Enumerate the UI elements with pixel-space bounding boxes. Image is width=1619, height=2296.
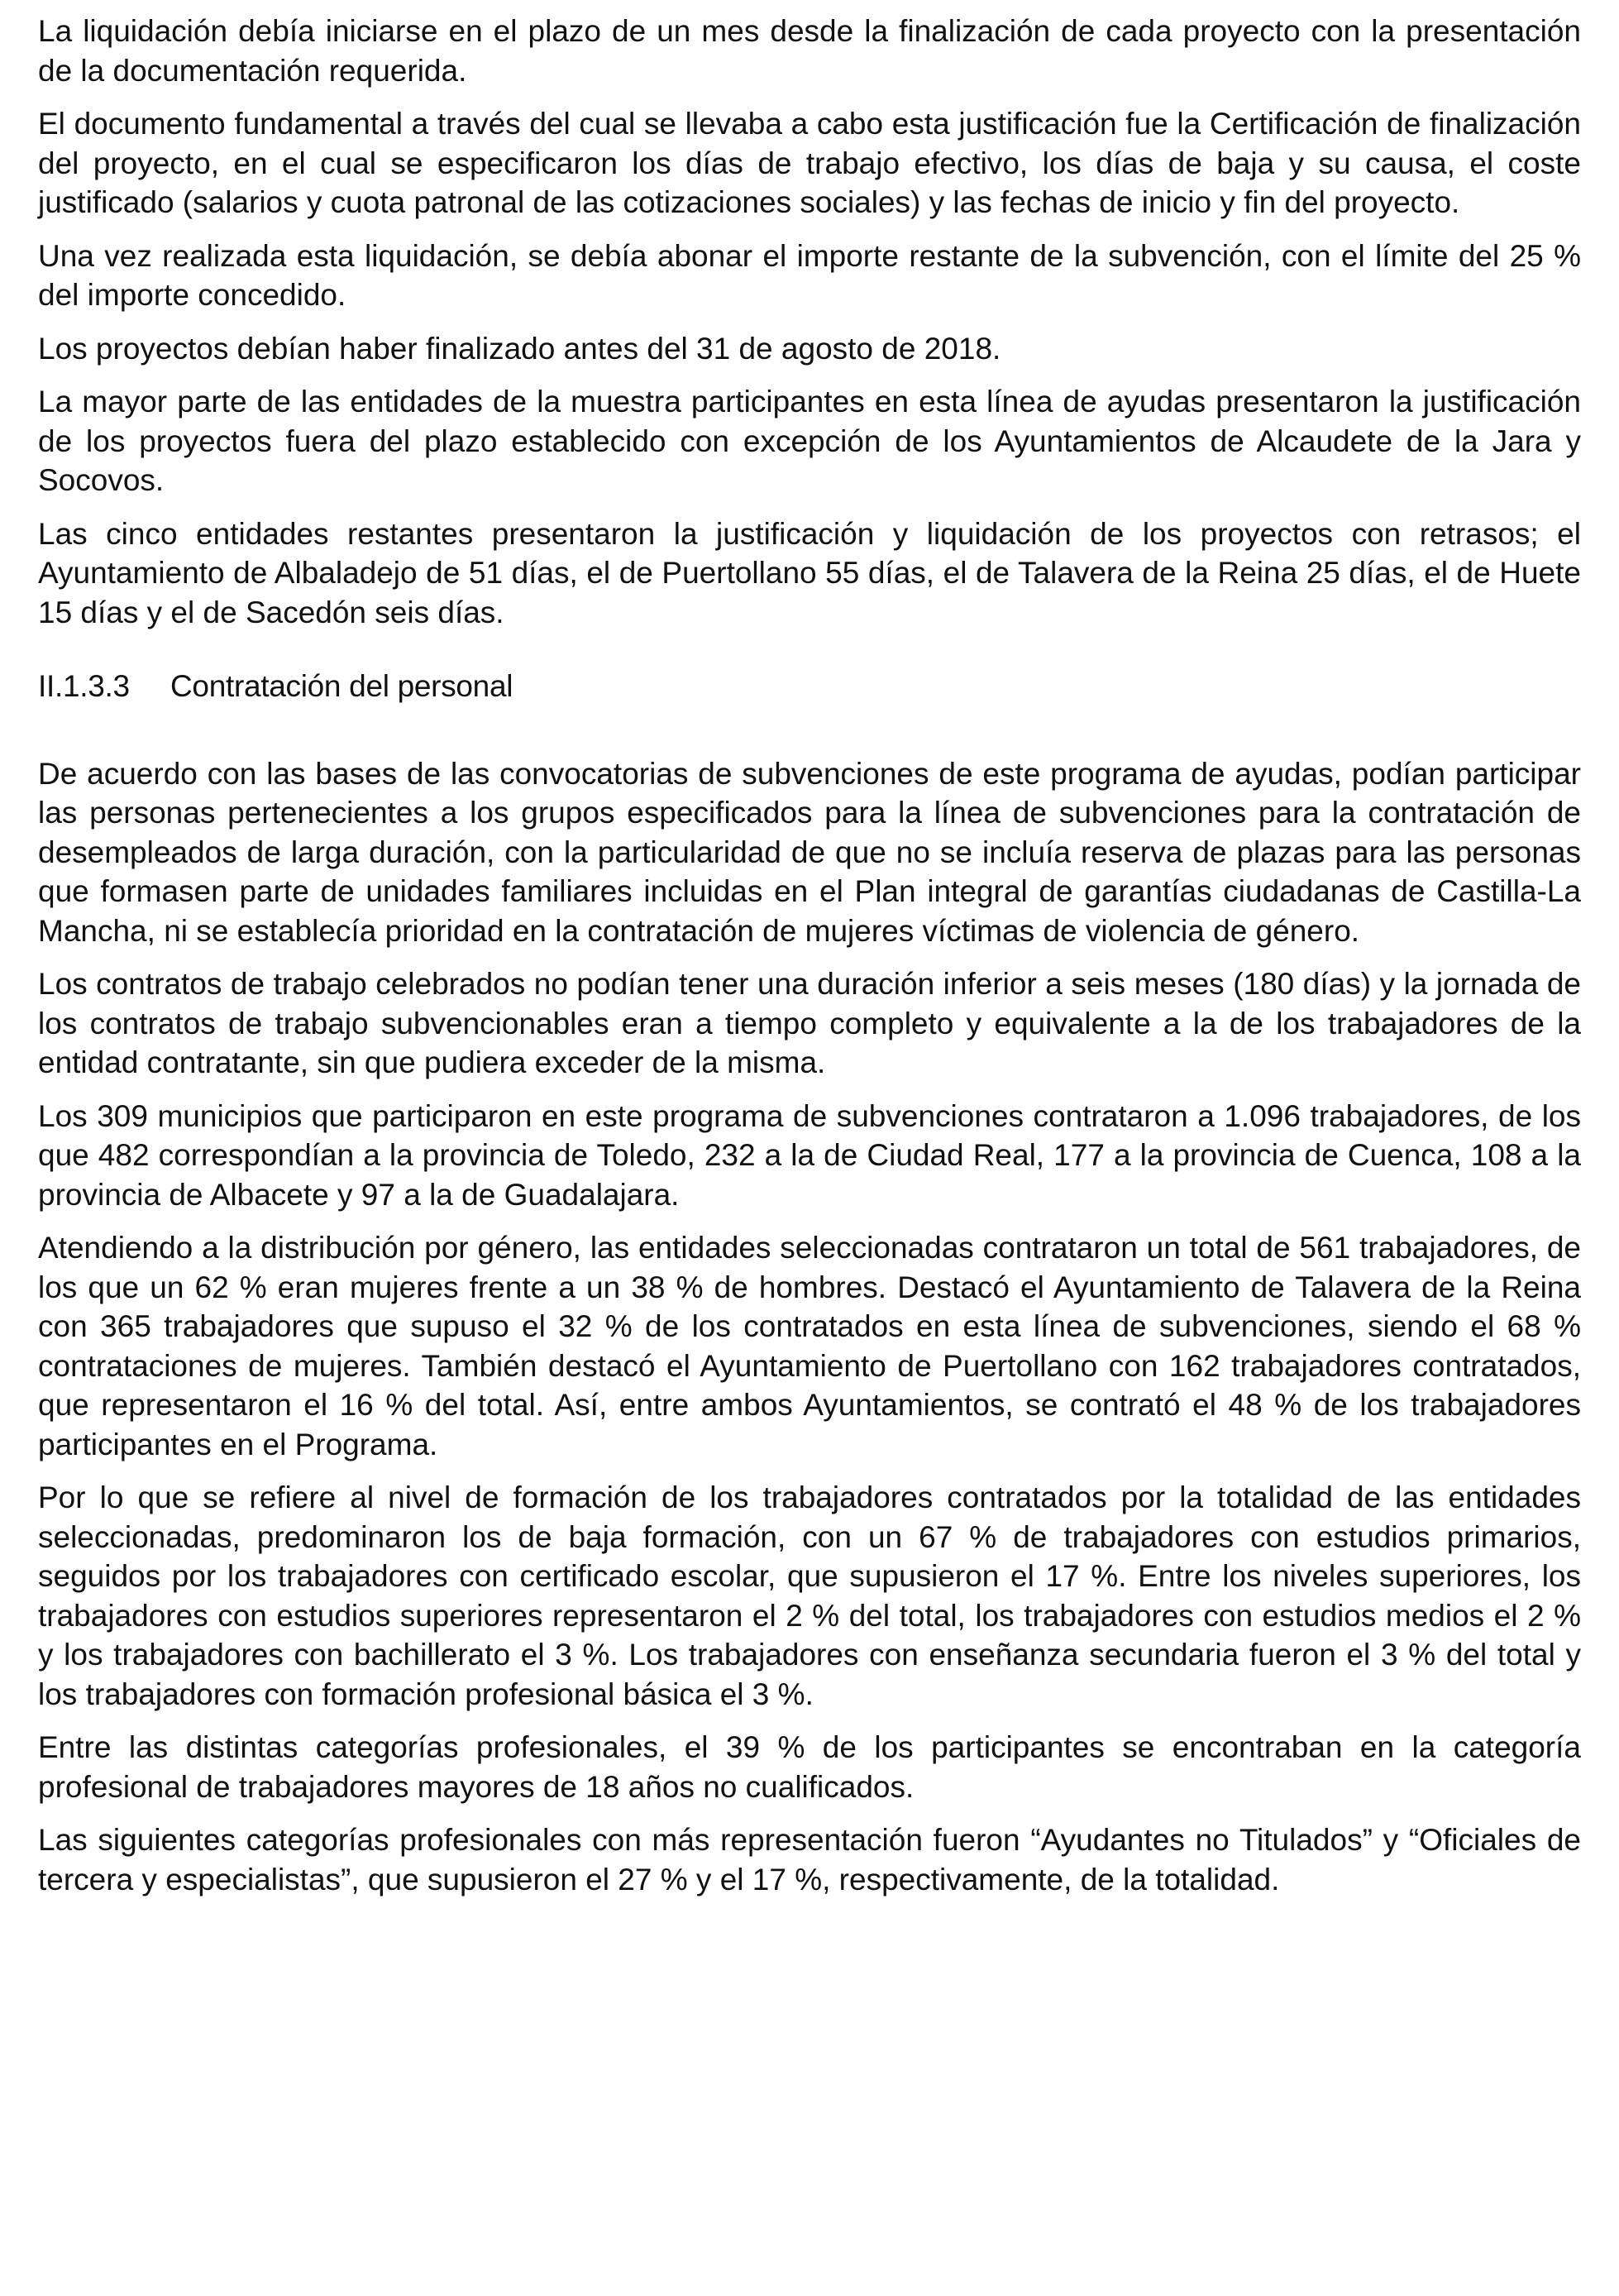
paragraph-distribucion-genero: Atendiendo a la distribución por género, las entidades seleccionadas contrataron un total de 561 trabajadores, de los que un 62 % eran mujeres frente a un 38 % de hombres. Destacó el Ayuntamiento de Talavera de la Reina con 365 trabajadores que supuso el 32 % de los contratados en esta línea de subvenciones, siendo el 68 % contrataciones de mujeres. También destacó el Ayuntamiento de Puertollano con 162 trabajadores contratados, que representaron el 16 % del total. Así, entre ambos Ayuntamientos, se contrató el 48 % de los trabajadores participantes en el Programa. bbox=[38, 1231, 1581, 1461]
section-title: Contratación del personal bbox=[170, 669, 513, 703]
paragraph-certificacion-finalizacion: El documento fundamental a través del cual se llevaba a cabo esta justificación fue la Certificación de finalización del proyecto, en el cual se especificaron los días de trabajo efectivo, los días de baja y su causa, el coste justificado (salarios y cuota patronal de las cotizaciones sociales) y las fechas de inicio y fin del proyecto. bbox=[38, 107, 1581, 219]
paragraph-liquidacion-plazo: La liquidación debía iniciarse en el plazo de un mes desde la finalización de cada proyecto con la presentación de la documentación requerida. bbox=[38, 14, 1581, 88]
paragraph-nivel-formacion: Por lo que se refiere al nivel de formación de los trabajadores contratados por la totalidad de las entidades seleccionadas, predominaron los de baja formación, con un 67 % de trabajadores con estudios primarios, seguidos por los trabajadores con certificado escolar, que supusieron el 17 %. Entre los niveles superiores, los trabajadores con estudios superiores representaron el 2 % del total, los trabajadores con estudios medios el 2 % y los trabajadores con bachillerato el 3 %. Los trabajadores con enseñanza secundaria fueron el 3 % del total y los trabajadores con formación profesional básica el 3 %. bbox=[38, 1480, 1581, 1711]
paragraph-justificacion-fuera-plazo: La mayor parte de las entidades de la muestra participantes en esta línea de ayudas presentaron la justificación de los proyectos fuera del plazo establecido con excepción de los Ayuntamientos de Alcaudete de la Jara y Socovos. bbox=[38, 385, 1581, 497]
paragraph-categorias-profesionales: Entre las distintas categorías profesionales, el 39 % de los participantes se encontraban en la categoría profesional de trabajadores mayores de 18 años no cualificados. bbox=[38, 1730, 1581, 1804]
paragraph-entidades-retrasos: Las cinco entidades restantes presentaron la justificación y liquidación de los proyectos con retrasos; el Ayuntamiento de Albaladejo de 51 días, el de Puertollano 55 días, el de Talavera de la Reina 25 días, el de Huete 15 días y el de Sacedón seis días. bbox=[38, 516, 1581, 629]
paragraph-categorias-representacion: Las siguientes categorías profesionales con más representación fueron “Ayudantes no Titulados” y “Oficiales de tercera y especialistas”, que supusieron el 27 % y el 17 %, respectivamente, de la totalidad. bbox=[38, 1823, 1581, 1897]
paragraph-duracion-contratos: Los contratos de trabajo celebrados no podían tener una duración inferior a seis meses (180 días) y la jornada de los contratos de trabajo subvencionables eran a tiempo completo y equivalente a la de los trabajadores de la entidad contratante, sin que pudiera exceder de la misma. bbox=[38, 967, 1581, 1079]
paragraph-importe-restante: Una vez realizada esta liquidación, se debía abonar el importe restante de la subvención, con el límite del 25 % del importe concedido. bbox=[38, 238, 1581, 312]
document-page bbox=[38, 12, 1581, 1913]
paragraph-bases-convocatorias: De acuerdo con las bases de las convocatorias de subvenciones de este programa de ayudas, podían participar las personas pertenecientes a los grupos especificados para la línea de subvenciones para la contratación de desempleados de larga duración, con la particularidad de que no se incluía reserva de plazas para las personas que formasen parte de unidades familiares incluidas en el Plan integral de garantías ciudadanas de Castilla-La Mancha, ni se establecía prioridad en la contratación de mujeres víctimas de violencia de género. bbox=[38, 756, 1581, 948]
paragraph-fecha-finalizacion: Los proyectos debían haber finalizado antes del 31 de agosto de 2018. bbox=[38, 331, 1001, 366]
section-number: II.1.3.3 bbox=[38, 669, 130, 703]
section-heading bbox=[38, 667, 1581, 706]
paragraph-municipios-participantes: Los 309 municipios que participaron en este programa de subvenciones contrataron a 1.096 trabajadores, de los que 482 correspondían a la provincia de Toledo, 232 a la de Ciudad Real, 177 a la provincia de Cuenca, 108 a la provincia de Albacete y 97 a la de Guadalajara. bbox=[38, 1098, 1581, 1212]
